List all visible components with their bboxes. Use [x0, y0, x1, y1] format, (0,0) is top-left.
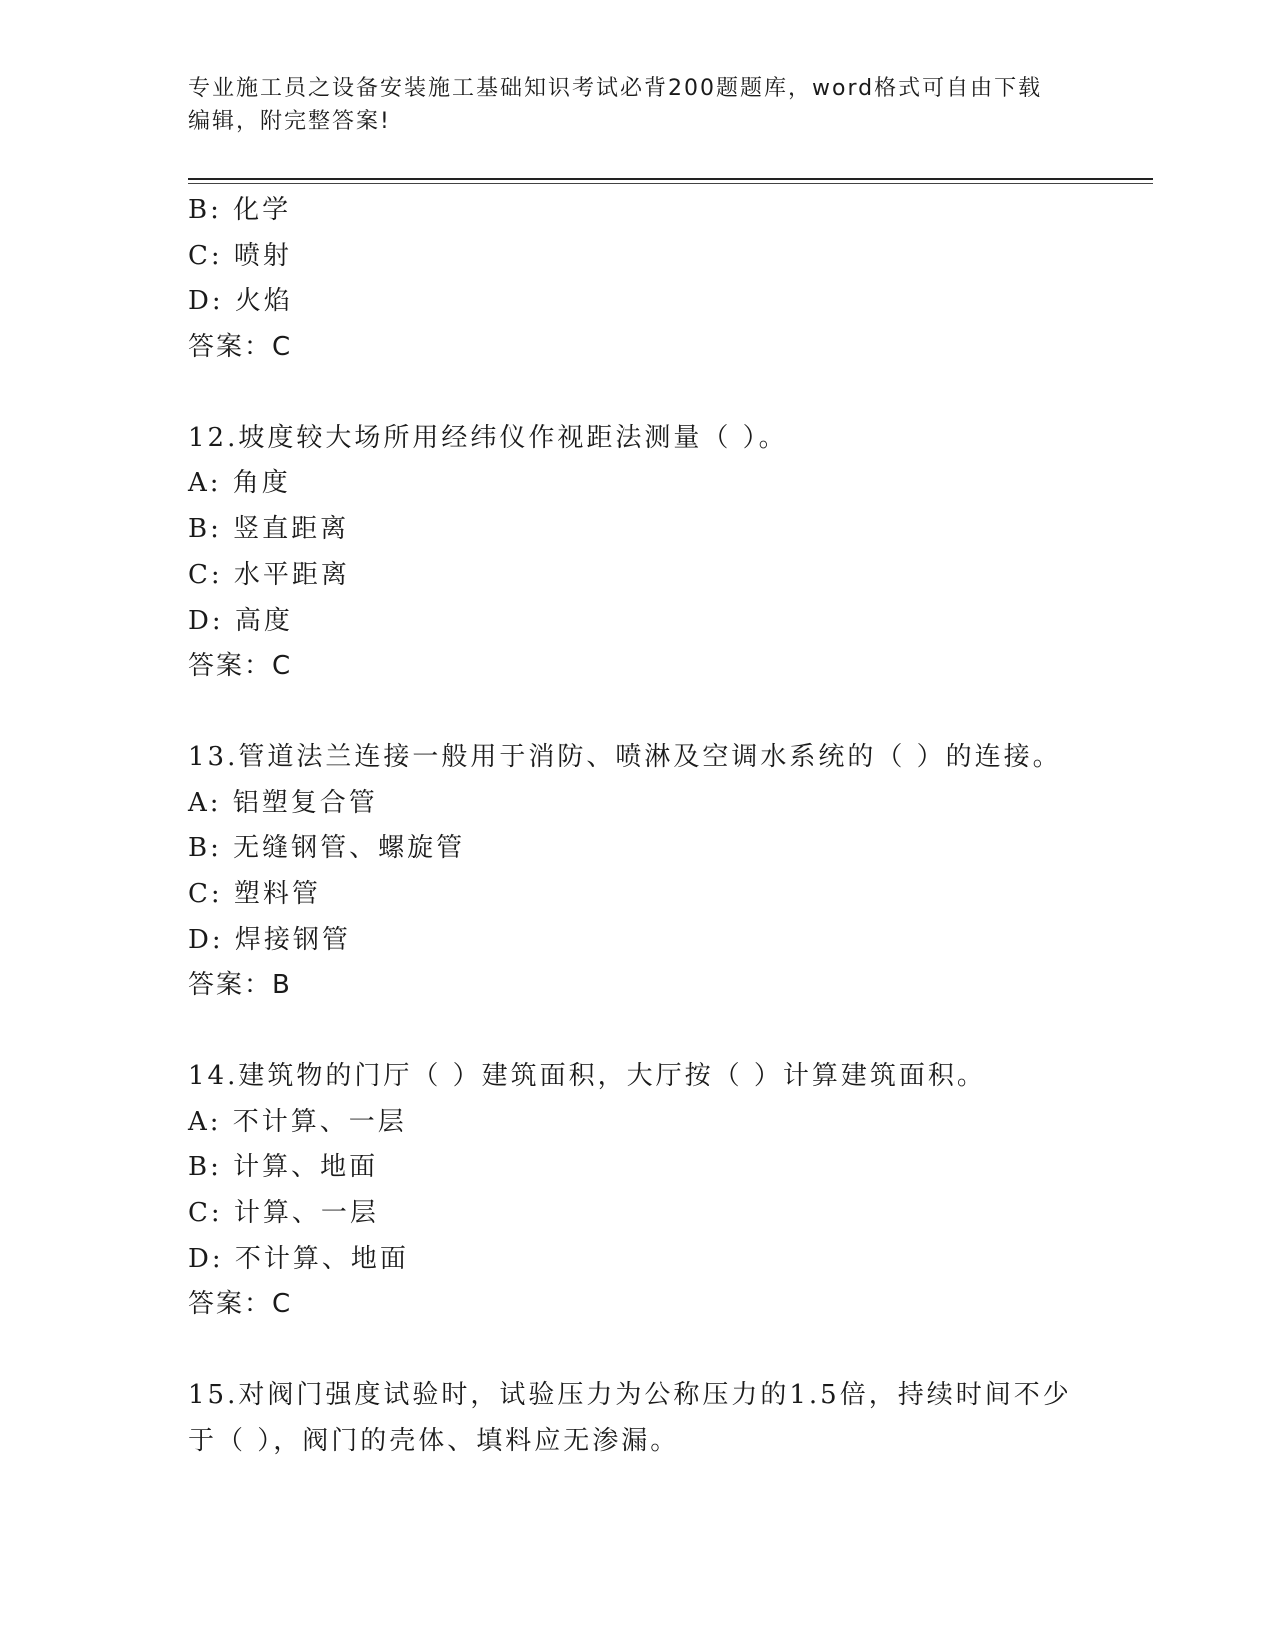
question-12: [188, 416, 1153, 690]
option-b: B: 竖直距离: [188, 514, 350, 545]
header-divider-thin: [188, 183, 1153, 184]
question-list: [188, 188, 1153, 1465]
question-14: [188, 1054, 1153, 1328]
option-c: C: 水平距离: [188, 559, 350, 590]
header-line-1: 专业施工员之设备安装施工基础知识考试必背200题题库，word格式可自由下载: [188, 76, 1043, 101]
answer-line: 答案：C: [188, 332, 293, 363]
question-text-line-2: 于（ ），阀门的壳体、填料应无渗漏。: [188, 1425, 680, 1456]
option-d: D: 火焰: [188, 286, 293, 317]
option-b: B: 化学: [188, 195, 292, 225]
header-divider-thick: [188, 178, 1153, 180]
option-a: A: 铝塑复合管: [188, 787, 378, 818]
question-11-continued: [188, 188, 1153, 371]
answer-line: 答案：B: [188, 970, 292, 1001]
option-c: C: 塑料管: [188, 878, 321, 909]
question-text: 14.建筑物的门厅（ ）建筑面积，大厅按（ ）计算建筑面积。: [188, 1061, 986, 1091]
question-text-line-1: 15.对阀门强度试验时，试验压力为公称压力的1.5倍，持续时间不少: [188, 1380, 1072, 1411]
option-d: D: 焊接钢管: [188, 924, 351, 955]
document-header: [188, 72, 1088, 138]
option-c: C: 喷射: [188, 240, 292, 271]
option-c: C: 计算、一层: [188, 1198, 379, 1229]
question-13: [188, 735, 1153, 1009]
option-d: D: 不计算、地面: [188, 1243, 409, 1274]
answer-line: 答案：C: [188, 651, 293, 682]
option-b: B: 计算、地面: [188, 1152, 379, 1183]
header-line-2: 编辑，附完整答案!: [188, 109, 391, 134]
question-15: [188, 1373, 1153, 1464]
question-text: 13.管道法兰连接一般用于消防、喷淋及空调水系统的（ ）的连接。: [188, 741, 1062, 772]
option-a: A: 不计算、一层: [188, 1106, 407, 1137]
answer-line: 答案：C: [188, 1289, 293, 1320]
option-b: B: 无缝钢管、螺旋管: [188, 833, 466, 864]
option-d: D: 高度: [188, 605, 293, 636]
question-text: 12.坡度较大场所用经纬仪作视距法测量（ ）。: [188, 422, 788, 453]
option-a: A: 角度: [188, 468, 291, 499]
